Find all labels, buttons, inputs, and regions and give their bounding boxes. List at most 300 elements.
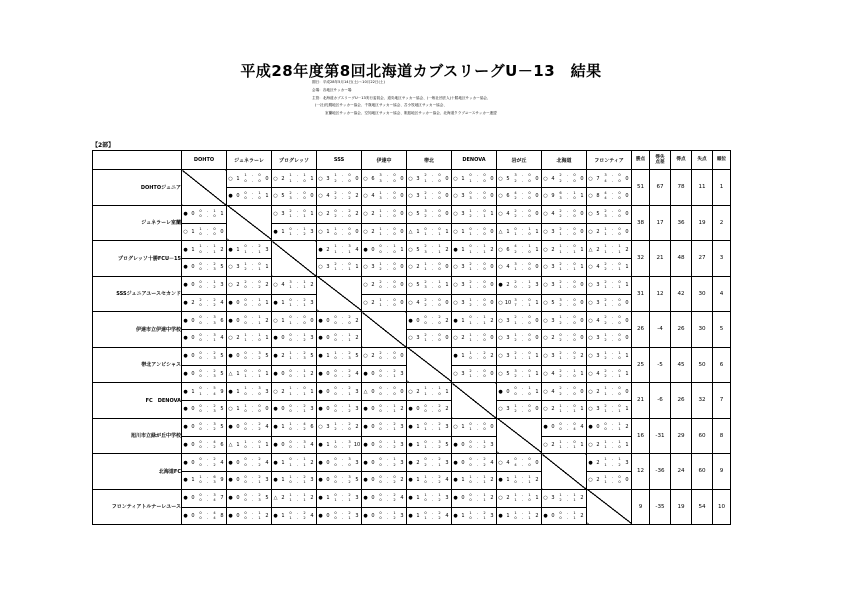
half-score-value: - xyxy=(611,333,614,338)
half-score-row xyxy=(422,250,443,255)
half-scores xyxy=(242,493,263,503)
half-score-value: - xyxy=(476,231,479,236)
half-score-value: 0 xyxy=(573,333,576,338)
result-mark: ○ xyxy=(363,175,368,182)
half-score-value: 2 xyxy=(559,391,562,396)
half-score-value: 6 xyxy=(213,475,216,480)
half-score-value: 2 xyxy=(303,231,306,236)
half-score-value: 0 xyxy=(334,462,337,467)
goals-for: 0 xyxy=(281,441,285,448)
half-score-value: 0 xyxy=(438,178,441,183)
half-score-value: 1 xyxy=(528,515,531,520)
half-score-value: - xyxy=(341,214,344,219)
half-scores xyxy=(602,440,623,450)
half-score-value: 3 xyxy=(559,297,562,302)
half-scores xyxy=(242,511,263,521)
half-scores xyxy=(197,457,218,467)
result-mark: ● xyxy=(408,495,413,502)
goals-for: 1 xyxy=(281,477,285,484)
goals-against: 4 xyxy=(220,335,224,342)
half-score-value: 1 xyxy=(303,333,306,338)
half-score-value: 0 xyxy=(618,368,621,373)
half-score-value: 1 xyxy=(528,373,531,378)
half-score-value: - xyxy=(296,498,299,503)
half-scores xyxy=(422,457,443,467)
half-score-value: 0 xyxy=(424,510,427,515)
half-score-value: - xyxy=(341,439,344,444)
goals-against: 0 xyxy=(625,228,629,235)
result-mark: ○ xyxy=(363,264,368,271)
half-score-value: - xyxy=(386,480,389,485)
result-mark: ○ xyxy=(498,211,503,218)
half-score-value: 1 xyxy=(528,356,531,361)
half-score-value: - xyxy=(476,267,479,272)
half-score-value: 0 xyxy=(379,515,382,520)
half-score-value: 1 xyxy=(348,391,351,396)
half-score-row xyxy=(287,409,308,414)
goals-for: 3 xyxy=(596,335,600,342)
half-scores xyxy=(512,227,533,237)
goals-against: 1 xyxy=(625,370,629,377)
result-mark: ● xyxy=(183,282,188,289)
half-score-value: 0 xyxy=(348,226,351,231)
half-score-value: - xyxy=(251,421,254,426)
self-match-diagonal xyxy=(227,205,272,241)
half-score-value: 0 xyxy=(483,279,486,284)
half-score-value: 2 xyxy=(559,498,562,503)
half-score-value: 2 xyxy=(213,427,216,432)
half-score-row xyxy=(602,267,623,272)
half-scores xyxy=(602,386,623,396)
half-score-value: 6 xyxy=(559,191,562,196)
game-result xyxy=(362,507,406,524)
half-score-value: - xyxy=(251,191,254,196)
game-result xyxy=(542,312,586,329)
half-scores xyxy=(377,244,398,254)
half-score-value: 0 xyxy=(559,510,562,515)
half-scores xyxy=(287,209,308,219)
half-score-value: - xyxy=(386,373,389,378)
match-cell xyxy=(227,276,272,312)
half-score-row xyxy=(377,285,398,290)
half-score-value: 1 xyxy=(424,267,427,272)
goals-for: 2 xyxy=(281,495,285,502)
half-score-value: 2 xyxy=(258,356,261,361)
half-score-value: 0 xyxy=(393,386,396,391)
half-score-value: - xyxy=(611,315,614,320)
match-cell xyxy=(317,347,362,383)
half-score-value: 0 xyxy=(618,208,621,213)
half-score-value: 0 xyxy=(258,173,261,178)
result-mark: ● xyxy=(363,370,368,377)
goals-for: 0 xyxy=(551,424,555,431)
half-score-value: 0 xyxy=(289,510,292,515)
game-result xyxy=(497,365,541,382)
half-score-value: 3 xyxy=(514,262,517,267)
half-score-value: - xyxy=(566,333,569,338)
half-scores xyxy=(332,244,353,254)
half-score-value: 0 xyxy=(393,208,396,213)
game-result xyxy=(497,329,541,346)
result-mark: ○ xyxy=(453,335,458,342)
goals-for: 0 xyxy=(371,424,375,431)
half-score-value: 2 xyxy=(483,350,486,355)
half-scores xyxy=(332,351,353,361)
goals-against: 2 xyxy=(220,246,224,253)
half-score-value: - xyxy=(566,368,569,373)
half-score-value: 2 xyxy=(334,214,337,219)
half-score-value: 2 xyxy=(424,191,427,196)
half-score-value: 2 xyxy=(244,267,247,272)
result-mark: ● xyxy=(228,495,233,502)
game-result xyxy=(317,329,361,346)
half-score-value: - xyxy=(386,391,389,396)
goals-for: 1 xyxy=(191,388,195,395)
half-score-value: - xyxy=(431,386,434,391)
half-scores xyxy=(197,422,218,432)
goals-against: 3 xyxy=(265,388,269,395)
goals-for: 0 xyxy=(191,512,195,519)
half-scores xyxy=(332,457,353,467)
half-score-value: 0 xyxy=(289,444,292,449)
team-name: 北海道FC xyxy=(93,454,182,490)
half-score-value: 3 xyxy=(213,315,216,320)
stat-value: 38 xyxy=(632,205,650,241)
half-score-value: 3 xyxy=(604,173,607,178)
half-score-value: - xyxy=(251,178,254,183)
half-score-row xyxy=(422,498,443,503)
game-result xyxy=(497,348,541,365)
half-score-value: 0 xyxy=(199,409,202,414)
half-score-value: 0 xyxy=(618,297,621,302)
result-mark: ● xyxy=(318,317,323,324)
half-score-value: 0 xyxy=(424,404,427,409)
half-score-value: 0 xyxy=(618,444,621,449)
half-score-value: - xyxy=(521,386,524,391)
goals-against: 4 xyxy=(445,512,449,519)
goals-for: 4 xyxy=(371,193,375,200)
half-score-row xyxy=(557,285,578,290)
half-score-value: - xyxy=(206,285,209,290)
half-scores xyxy=(377,351,398,361)
game-result xyxy=(362,277,406,294)
game-result xyxy=(542,383,586,400)
half-score-value: 0 xyxy=(618,173,621,178)
half-scores xyxy=(602,475,623,485)
goals-against: 0 xyxy=(400,175,404,182)
half-score-value: 1 xyxy=(213,338,216,343)
half-score-value: 0 xyxy=(483,226,486,231)
goals-for: 0 xyxy=(461,495,465,502)
half-score-value: 0 xyxy=(244,196,247,201)
half-score-value: - xyxy=(386,178,389,183)
half-score-value: - xyxy=(386,515,389,520)
half-score-row xyxy=(467,463,488,468)
result-mark: ○ xyxy=(498,299,503,306)
half-score-value: 0 xyxy=(573,421,576,426)
half-score-value: 0 xyxy=(618,386,621,391)
half-score-row xyxy=(557,498,578,503)
half-score-value: 1 xyxy=(528,386,531,391)
half-score-value: 0 xyxy=(199,214,202,219)
half-scores xyxy=(557,369,578,379)
half-score-value: 0 xyxy=(199,262,202,267)
half-score-value: 2 xyxy=(348,373,351,378)
goals-for: 2 xyxy=(596,477,600,484)
half-score-value: 0 xyxy=(289,404,292,409)
half-score-value: 0 xyxy=(379,510,382,515)
match-cell xyxy=(362,489,407,525)
goals-for: 0 xyxy=(551,512,555,519)
half-score-value: - xyxy=(611,302,614,307)
half-score-value: - xyxy=(206,214,209,219)
match-cell xyxy=(452,312,497,348)
half-score-row xyxy=(512,179,533,184)
half-score-value: - xyxy=(611,267,614,272)
half-score-value: 1 xyxy=(244,373,247,378)
half-score-value: 2 xyxy=(303,475,306,480)
result-mark: ○ xyxy=(363,282,368,289)
goals-against: 0 xyxy=(400,264,404,271)
goals-against: 1 xyxy=(265,299,269,306)
half-score-value: - xyxy=(206,262,209,267)
half-score-value: - xyxy=(521,249,524,254)
half-score-value: - xyxy=(296,338,299,343)
game-result xyxy=(227,294,271,311)
half-score-value: 1 xyxy=(303,492,306,497)
half-score-value: - xyxy=(476,480,479,485)
half-score-value: 1 xyxy=(469,249,472,254)
half-score-value: 2 xyxy=(438,421,441,426)
half-score-value: - xyxy=(341,196,344,201)
half-score-value: 0 xyxy=(244,510,247,515)
goals-for: 0 xyxy=(371,459,375,466)
goals-for: 0 xyxy=(236,299,240,306)
half-score-value: 0 xyxy=(303,208,306,213)
game-result xyxy=(587,206,631,223)
half-score-value: - xyxy=(296,178,299,183)
goals-for: 0 xyxy=(506,388,510,395)
goals-for: 0 xyxy=(281,370,285,377)
half-score-value: 0 xyxy=(528,178,531,183)
goals-for: 2 xyxy=(416,264,420,271)
half-score-value: 0 xyxy=(469,191,472,196)
half-score-row xyxy=(287,321,308,326)
half-score-row xyxy=(287,303,308,308)
half-score-value: 1 xyxy=(289,391,292,396)
half-score-row xyxy=(557,250,578,255)
half-score-value: - xyxy=(296,214,299,219)
stat-value: 26 xyxy=(632,312,650,348)
half-score-value: 0 xyxy=(618,338,621,343)
half-score-value: 1 xyxy=(604,409,607,414)
goals-against: 0 xyxy=(535,193,539,200)
result-mark: ○ xyxy=(588,228,593,235)
half-score-value: - xyxy=(566,386,569,391)
result-mark: ● xyxy=(318,441,323,448)
half-score-value: - xyxy=(386,231,389,236)
half-score-value: 4 xyxy=(604,178,607,183)
result-mark: ● xyxy=(183,264,188,271)
half-score-value: 1 xyxy=(289,492,292,497)
half-score-value: - xyxy=(386,279,389,284)
half-score-value: 0 xyxy=(424,226,427,231)
half-score-value: 3 xyxy=(424,249,427,254)
stat-value: 11 xyxy=(692,170,713,206)
half-score-value: 0 xyxy=(514,391,517,396)
half-score-value: 2 xyxy=(213,302,216,307)
half-score-value: - xyxy=(206,391,209,396)
half-score-value: 4 xyxy=(573,427,576,432)
goals-against: 1 xyxy=(310,175,314,182)
half-scores xyxy=(512,475,533,485)
game-result xyxy=(452,223,496,240)
half-score-value: 0 xyxy=(618,320,621,325)
half-score-row xyxy=(287,392,308,397)
result-mark: ○ xyxy=(408,282,413,289)
game-result xyxy=(587,419,631,436)
goals-against: 3 xyxy=(310,406,314,413)
half-score-value: 2 xyxy=(424,302,427,307)
half-scores xyxy=(557,511,578,521)
half-score-value: 0 xyxy=(573,285,576,290)
half-score-value: - xyxy=(521,244,524,249)
half-score-value: - xyxy=(296,315,299,320)
half-score-value: 2 xyxy=(559,214,562,219)
game-result xyxy=(542,241,586,258)
goals-for: 3 xyxy=(416,175,420,182)
half-score-value: 0 xyxy=(604,427,607,432)
result-mark: ○ xyxy=(588,477,593,484)
goals-against: 0 xyxy=(580,317,584,324)
goals-for: 4 xyxy=(416,299,420,306)
half-score-value: - xyxy=(341,315,344,320)
half-score-value: 3 xyxy=(289,196,292,201)
match-cell xyxy=(227,489,272,525)
half-score-value: 1 xyxy=(393,244,396,249)
half-scores xyxy=(467,511,488,521)
goals-against: 2 xyxy=(310,459,314,466)
result-mark: ○ xyxy=(273,388,278,395)
half-score-value: - xyxy=(476,333,479,338)
half-scores xyxy=(377,475,398,485)
half-scores xyxy=(197,280,218,290)
goals-for: 0 xyxy=(371,370,375,377)
half-score-row xyxy=(602,392,623,397)
half-score-value: - xyxy=(296,439,299,444)
goals-against: 0 xyxy=(535,317,539,324)
game-result xyxy=(272,187,316,204)
half-score-value: 1 xyxy=(618,350,621,355)
team-name: プログレッソ十勝FCU－15 xyxy=(93,241,182,277)
result-mark: ○ xyxy=(498,370,503,377)
result-mark: ○ xyxy=(498,264,503,271)
half-score-value: 2 xyxy=(559,262,562,267)
half-score-value: - xyxy=(476,279,479,284)
half-scores xyxy=(557,440,578,450)
half-score-value: 2 xyxy=(559,368,562,373)
half-score-row xyxy=(557,303,578,308)
goals-against: 0 xyxy=(625,299,629,306)
half-score-value: - xyxy=(566,320,569,325)
goals-for: 0 xyxy=(236,477,240,484)
half-score-value: 0 xyxy=(618,404,621,409)
half-score-value: 1 xyxy=(604,444,607,449)
half-scores xyxy=(422,209,443,219)
goals-for: 2 xyxy=(551,246,555,253)
goals-against: 4 xyxy=(445,477,449,484)
result-mark: ● xyxy=(273,228,278,235)
half-score-value: 2 xyxy=(559,320,562,325)
half-score-row xyxy=(287,427,308,432)
half-scores xyxy=(197,369,218,379)
result-mark: ● xyxy=(408,406,413,413)
goals-for: 2 xyxy=(596,388,600,395)
goals-against: 0 xyxy=(535,459,539,466)
half-score-row xyxy=(422,285,443,290)
half-score-value: 1 xyxy=(289,475,292,480)
match-cell xyxy=(407,418,452,454)
half-score-value: 1 xyxy=(213,249,216,254)
half-score-value: - xyxy=(431,320,434,325)
half-score-value: - xyxy=(431,480,434,485)
result-mark: △ xyxy=(273,495,278,502)
half-score-value: 1 xyxy=(559,231,562,236)
goals-against: 2 xyxy=(400,477,404,484)
result-mark: △ xyxy=(228,370,233,377)
half-score-value: 2 xyxy=(514,249,517,254)
half-score-row xyxy=(377,409,398,414)
half-score-value: 0 xyxy=(483,333,486,338)
goals-against: 3 xyxy=(265,477,269,484)
half-score-value: 1 xyxy=(559,444,562,449)
half-score-value: - xyxy=(386,427,389,432)
result-mark: ● xyxy=(588,459,593,466)
result-mark: ○ xyxy=(543,228,548,235)
game-result xyxy=(362,490,406,507)
half-score-value: - xyxy=(521,208,524,213)
half-score-value: 0 xyxy=(199,510,202,515)
half-score-value: 1 xyxy=(334,350,337,355)
half-score-value: - xyxy=(431,333,434,338)
result-mark: △ xyxy=(228,441,233,448)
half-score-value: 2 xyxy=(604,404,607,409)
stat-value: 5 xyxy=(713,312,731,348)
half-scores xyxy=(287,511,308,521)
half-scores xyxy=(422,386,443,396)
half-score-value: 0 xyxy=(618,178,621,183)
half-score-value: 3 xyxy=(303,439,306,444)
half-score-value: 0 xyxy=(213,226,216,231)
goals-against: 2 xyxy=(355,317,359,324)
match-cell xyxy=(182,454,227,490)
stat-value: 12 xyxy=(650,276,671,312)
result-mark: ○ xyxy=(453,424,458,431)
result-mark: ○ xyxy=(318,264,323,271)
half-score-value: - xyxy=(386,249,389,254)
half-score-value: - xyxy=(476,226,479,231)
half-score-value: 0 xyxy=(334,356,337,361)
half-score-value: 3 xyxy=(289,279,292,284)
half-score-value: - xyxy=(611,444,614,449)
game-result xyxy=(182,294,226,311)
half-score-value: 0 xyxy=(393,475,396,480)
goals-for: 0 xyxy=(191,495,195,502)
half-scores xyxy=(512,386,533,396)
result-mark: ○ xyxy=(318,228,323,235)
stat-value: -4 xyxy=(650,312,671,348)
result-mark: ● xyxy=(228,353,233,360)
